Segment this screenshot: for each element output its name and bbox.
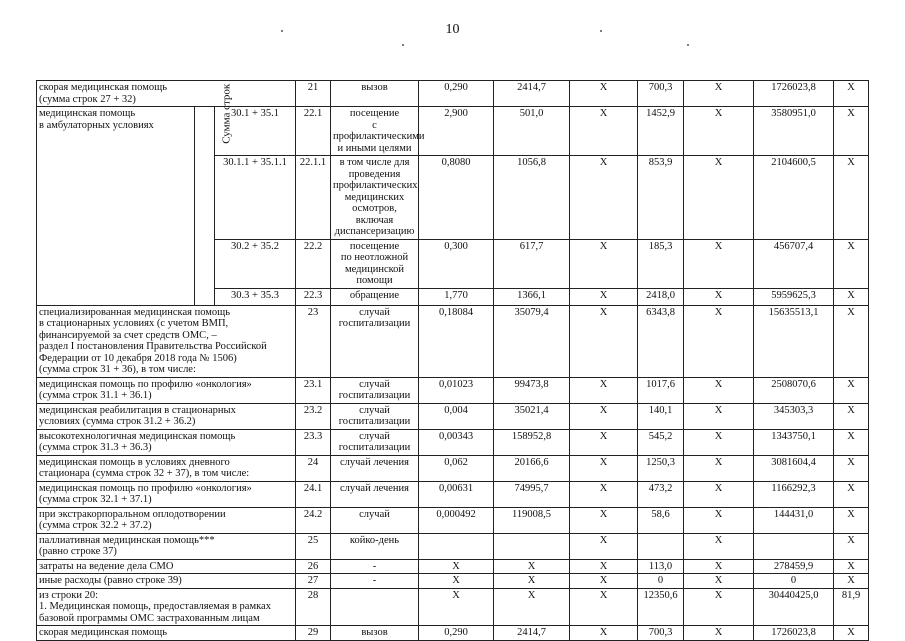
value-cell-c11: X [834,481,869,507]
value-cell-c7: X [570,156,638,240]
value-cell-c6: 20166,6 [494,455,570,481]
table-row [37,429,869,455]
value-cell-c6: 35021,4 [494,403,570,429]
value-cell-c7: X [570,81,638,107]
value-cell-c10: 144431,0 [754,507,834,533]
value-cell-c9: X [684,81,754,107]
value-cell-c8: 853,9 [638,156,684,240]
value-cell-c7: X [570,305,638,377]
unit-cell: случай госпитализации [331,429,419,455]
value-cell-c5: 2,900 [419,107,494,156]
table-row [37,574,869,589]
unit-cell: вызов [331,626,419,641]
value-cell-c9: X [684,533,754,559]
table-row [37,588,869,626]
sum-formula: 30.2 + 35.2 [215,239,296,288]
row-number: 23.2 [296,403,331,429]
value-cell-c11: X [834,403,869,429]
value-cell-c9: X [684,574,754,589]
value-cell-c9: X [684,107,754,156]
sum-formula: 30.1 + 35.1 [215,107,296,156]
value-cell-c10: 3081604,4 [754,455,834,481]
value-cell-c7: X [570,239,638,288]
row-number: 24 [296,455,331,481]
value-cell-c8: 545,2 [638,429,684,455]
value-cell-c5: 0,01023 [419,377,494,403]
row-number: 28 [296,588,331,626]
value-cell-c6: 2414,7 [494,81,570,107]
sum-formula: 30.1.1 + 35.1.1 [215,156,296,240]
value-cell-c9: X [684,305,754,377]
value-cell-c7: X [570,403,638,429]
value-cell-c10: 3580951,0 [754,107,834,156]
table-row [37,559,869,574]
table-row [37,533,869,559]
value-cell-c10: 278459,9 [754,559,834,574]
value-cell-c11: X [834,156,869,240]
scan-speck [402,44,404,46]
value-cell-c5: 0,300 [419,239,494,288]
row-label: высокотехнологичная медицинская помощь (сумма строк 31.3 + 36.3) [37,429,296,455]
value-cell-c9: X [684,377,754,403]
value-cell-c6: 1366,1 [494,288,570,305]
value-cell-c8: 113,0 [638,559,684,574]
value-cell-c8: 6343,8 [638,305,684,377]
value-cell-c5 [419,533,494,559]
value-cell-c8: 1250,3 [638,455,684,481]
value-cell-c9: X [684,588,754,626]
unit-cell: посещение с профилактическими и иными целями [331,107,419,156]
value-cell-c7: X [570,507,638,533]
value-cell-c6: 501,0 [494,107,570,156]
financing-table [36,80,869,641]
table-row [37,403,869,429]
value-cell-c5: 0,290 [419,626,494,641]
value-cell-c7: X [570,377,638,403]
value-cell-c7: X [570,588,638,626]
value-cell-c8: 700,3 [638,626,684,641]
value-cell-c11: 81,9 [834,588,869,626]
row-number: 22.1 [296,107,331,156]
value-cell-c9: X [684,507,754,533]
value-cell-c9: X [684,626,754,641]
value-cell-c11: X [834,81,869,107]
value-cell-c8: 1017,6 [638,377,684,403]
row-number: 24.1 [296,481,331,507]
row-label: паллиативная медицинская помощь*** (равно строке 37) [37,533,296,559]
row-number: 21 [296,81,331,107]
page-number: 10 [445,22,460,37]
value-cell-c5: 0,18084 [419,305,494,377]
value-cell-c11: X [834,107,869,156]
value-cell-c5: 0,00631 [419,481,494,507]
value-cell-c9: X [684,403,754,429]
value-cell-c11: X [834,239,869,288]
value-cell-c10: 1726023,8 [754,626,834,641]
value-cell-c10 [754,533,834,559]
value-cell-c9: X [684,239,754,288]
row-number: 23 [296,305,331,377]
unit-cell: вызов [331,81,419,107]
value-cell-c7: X [570,429,638,455]
row-label: медицинская помощь по профилю «онкология» (сумма строк 32.1 + 37.1) [37,481,296,507]
value-cell-c11: X [834,574,869,589]
value-cell-c8 [638,533,684,559]
unit-cell: случай госпитализации [331,403,419,429]
value-cell-c8: 185,3 [638,239,684,288]
value-cell-c5: X [419,559,494,574]
table-row [37,626,869,641]
table-row [37,107,869,156]
value-cell-c7: X [570,455,638,481]
value-cell-c5: X [419,588,494,626]
row-number: 22.1.1 [296,156,331,240]
value-cell-c5: 0,290 [419,81,494,107]
row-label: медицинская помощь по профилю «онкология» (сумма строк 31.1 + 36.1) [37,377,296,403]
unit-cell: случай госпитализации [331,305,419,377]
value-cell-c10: 1726023,8 [754,81,834,107]
value-cell-c9: X [684,429,754,455]
value-cell-c9: X [684,288,754,305]
unit-cell: - [331,574,419,589]
unit-cell: койко-день [331,533,419,559]
row-label: скорая медицинская помощь [37,626,296,641]
row-label: скорая медицинская помощь (сумма строк 27 + 32) [37,81,296,107]
row-number: 22.3 [296,288,331,305]
value-cell-c10: 456707,4 [754,239,834,288]
row-label: из строки 20: 1. Медицинская помощь, предоставляемая в рамках базовой программы ОМС застрахованным лицам [37,588,296,626]
value-cell-c5: 0,000492 [419,507,494,533]
row-number: 25 [296,533,331,559]
value-cell-c10: 2104600,5 [754,156,834,240]
value-cell-c11: X [834,559,869,574]
sum-rows-text: Сумма строк [220,83,233,144]
sum-rows-vertical-label [195,83,233,306]
value-cell-c9: X [684,156,754,240]
value-cell-c8: 140,1 [638,403,684,429]
value-cell-c8: 2418,0 [638,288,684,305]
value-cell-c5: 1,770 [419,288,494,305]
value-cell-c10: 2508070,6 [754,377,834,403]
value-cell-c6: 617,7 [494,239,570,288]
value-cell-c6: 119008,5 [494,507,570,533]
value-cell-c5: X [419,574,494,589]
value-cell-c7: X [570,559,638,574]
unit-cell: случай лечения [331,455,419,481]
value-cell-c5: 0,8080 [419,156,494,240]
unit-cell: в том числе для проведения профилактических медицинских осмотров, включая диспансеризацию [331,156,419,240]
unit-cell [331,588,419,626]
value-cell-c11: X [834,377,869,403]
value-cell-c5: 0,00343 [419,429,494,455]
value-cell-c7: X [570,107,638,156]
table-row [37,305,869,377]
table-row [37,377,869,403]
value-cell-c7: X [570,288,638,305]
value-cell-c10: 0 [754,574,834,589]
row-number: 29 [296,626,331,641]
value-cell-c6 [494,533,570,559]
row-number: 23.3 [296,429,331,455]
value-cell-c7: X [570,574,638,589]
value-cell-c8: 58,6 [638,507,684,533]
value-cell-c10: 1343750,1 [754,429,834,455]
unit-cell: обращение [331,288,419,305]
row-label: медицинская помощь в амбулаторных условиях [37,107,195,306]
row-label: специализированная медицинская помощь в стационарных условиях (с учетом ВМП, финансируемой за счет средств ОМС, – раздел I постановления Правительства Российской Федерации от 10 декабря 2018 года № 1506) (сумма строк 31 + 36), в том числе: [37,305,296,377]
table-row [37,507,869,533]
table-row [37,455,869,481]
value-cell-c9: X [684,481,754,507]
unit-cell: случай лечения [331,481,419,507]
sum-formula: 30.3 + 35.3 [215,288,296,305]
value-cell-c11: X [834,429,869,455]
value-cell-c6: 74995,7 [494,481,570,507]
value-cell-c11: X [834,455,869,481]
row-label: затраты на ведение дела СМО [37,559,296,574]
scan-speck [687,44,689,46]
value-cell-c8: 12350,6 [638,588,684,626]
value-cell-c10: 30440425,0 [754,588,834,626]
value-cell-c11: X [834,533,869,559]
value-cell-c10: 5959625,3 [754,288,834,305]
scan-speck [600,30,602,32]
value-cell-c6: 1056,8 [494,156,570,240]
value-cell-c11: X [834,288,869,305]
row-label: иные расходы (равно строке 39) [37,574,296,589]
value-cell-c11: X [834,305,869,377]
row-number: 24.2 [296,507,331,533]
value-cell-c8: 0 [638,574,684,589]
value-cell-c11: X [834,626,869,641]
value-cell-c10: 1166292,3 [754,481,834,507]
unit-cell: случай [331,507,419,533]
value-cell-c9: X [684,559,754,574]
table-row [37,481,869,507]
row-label: при экстракорпоральном оплодотворении (сумма строк 32.2 + 37.2) [37,507,296,533]
value-cell-c7: X [570,626,638,641]
row-label: медицинская реабилитация в стационарных условиях (сумма строк 31.2 + 36.2) [37,403,296,429]
value-cell-c6: X [494,559,570,574]
value-cell-c11: X [834,507,869,533]
value-cell-c6: 35079,4 [494,305,570,377]
value-cell-c8: 473,2 [638,481,684,507]
value-cell-c6: 2414,7 [494,626,570,641]
row-number: 22.2 [296,239,331,288]
row-number: 27 [296,574,331,589]
unit-cell: - [331,559,419,574]
value-cell-c10: 345303,3 [754,403,834,429]
table-row [37,81,869,107]
value-cell-c9: X [684,455,754,481]
value-cell-c8: 700,3 [638,81,684,107]
unit-cell: посещение по неотложной медицинской помощи [331,239,419,288]
value-cell-c6: X [494,574,570,589]
row-number: 26 [296,559,331,574]
value-cell-c6: X [494,588,570,626]
value-cell-c6: 158952,8 [494,429,570,455]
row-number: 23.1 [296,377,331,403]
value-cell-c7: X [570,481,638,507]
value-cell-c7: X [570,533,638,559]
unit-cell: случай госпитализации [331,377,419,403]
scan-speck [281,30,283,32]
value-cell-c6: 99473,8 [494,377,570,403]
value-cell-c5: 0,062 [419,455,494,481]
value-cell-c8: 1452,9 [638,107,684,156]
value-cell-c10: 15635513,1 [754,305,834,377]
row-label: медицинская помощь в условиях дневного стационара (сумма строк 32 + 37), в том числе: [37,455,296,481]
value-cell-c5: 0,004 [419,403,494,429]
